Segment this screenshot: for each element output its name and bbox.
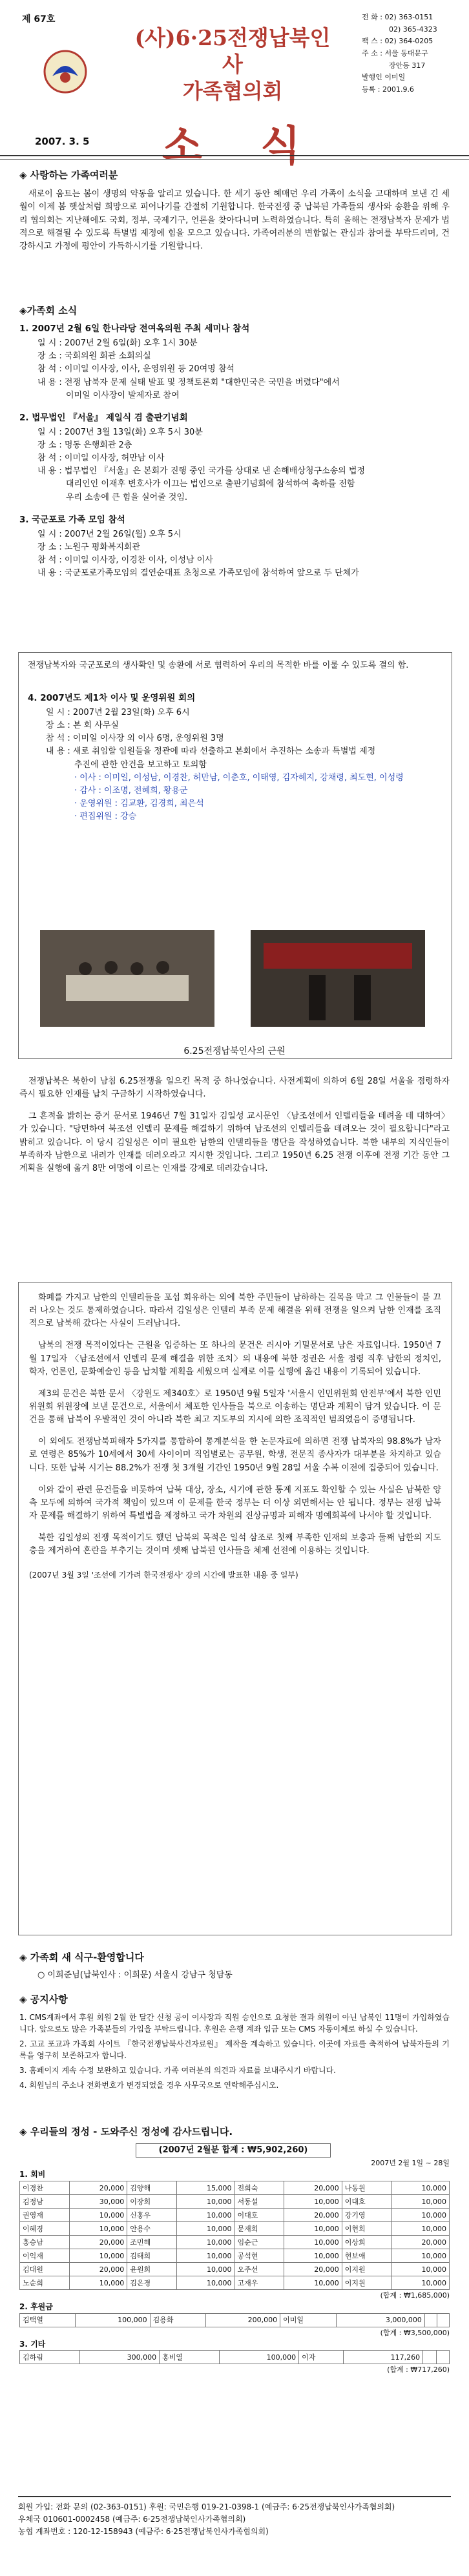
donor-name-cell: 전희숙: [234, 2181, 284, 2195]
donor-name-cell: 홍승남: [20, 2236, 70, 2249]
finance-section-name: 2. 후원금: [19, 2302, 53, 2312]
table-row: [20, 2236, 450, 2249]
newsletter-title: 소 식: [162, 121, 322, 170]
board-line: 일 시 : 2007년 2월 23일(화) 오후 6시: [46, 708, 190, 718]
notice-item: 4. 회원님의 주소나 전화번호가 변경되었을 경우 사무국으로 연락해주십시오.: [19, 2080, 279, 2090]
donor-name-cell: 김하림: [20, 2351, 80, 2364]
board-title: 4. 2007년도 제1차 이사 및 운영위원 회의: [28, 693, 196, 704]
donor-name-cell: 오주선: [234, 2263, 284, 2276]
amount-cell: 20,000: [391, 2236, 449, 2249]
table-row: [20, 2222, 450, 2236]
amount-cell: 117,260: [343, 2351, 422, 2364]
history-paragraph: 이 외에도 전쟁납북피해자 5가지를 통합하여 통계분석을 한 논문자료에 의하면 전쟁 납북자의 98.8%가 남자로 연령은 85%가 10세에서 30세 사이이며 직업별로는 공무원, 학생, 전문직 종사자가 대부분을 차지하고 있습니다. 또한 납북 시기는 88.2%가 전쟁 첫 3개월 기간인 1950년 9월 28일 서울 수복 이전에 집중되어 있습니다.: [29, 1437, 441, 1473]
amount-cell: 10,000: [391, 2263, 449, 2276]
finance-subtotal: (합계 : ₩1,685,000): [380, 2291, 450, 2300]
news-line: 내 용 : 국군포로가족모임의 결연순대표 초청으로 가족모임에 참석하여 앞으로 두 단체가: [37, 568, 359, 578]
amount-cell: 10,000: [391, 2195, 449, 2209]
footer-line: 우체국 010601-0002458 (예금주: 6·25전쟁납북인사가족협의회): [18, 2515, 246, 2524]
donor-name-cell: [424, 2313, 437, 2327]
board-line: 장 소 : 본 회 사무실: [46, 721, 119, 731]
table-row: [20, 2249, 450, 2263]
contact-line: 전 화 : 02) 363-0151: [362, 13, 433, 21]
table-row: [20, 2313, 450, 2327]
news-line: 이미일 이사장이 발제자로 참여: [66, 390, 180, 400]
notice-heading: ◈ 공지사항: [19, 1994, 68, 2006]
amount-cell: 10,000: [177, 2222, 234, 2236]
history-paragraph: 북한 김일성의 전쟁 목적이기도 했던 납북의 목적은 일석 삼조로 첫째 부족한 인재의 보충과 둘째 남한의 지도층을 제거하여 혼란을 부추기는 것이며 셋째 납북된 인사들을 체제 선전에 이용하는 것입니다.: [29, 1533, 441, 1556]
meeting-photo-2: [251, 930, 425, 1027]
finance-section-name: 3. 기타: [19, 2339, 46, 2349]
amount-cell: 100,000: [219, 2351, 298, 2364]
news-line: 일 시 : 2007년 3월 13일(화) 오후 5시 30분: [37, 427, 203, 437]
finance-table-other: [19, 2350, 450, 2364]
amount-cell: [436, 2351, 449, 2364]
donor-name-cell: 이혜경: [20, 2222, 70, 2236]
greeting-body: 새로이 움트는 봄이 생명의 약동을 알리고 있습니다. 한 세기 동안 헤매던 우리 가족이 소식을 고대하며 보낸 긴 세월이 이제 봄 햇살처럼 희망으로 피어나기를 간절히 기원합니다. 한국전쟁 중 납북된 가족들의 생사와 송환을 위해 우리 협의회는 지난해에도 국회, 정부, 국제기구, 언론을 찾아다니며 노력하였습니다. 특히 올해는 전쟁납북자 문제가 법적으로 해결될 수 있도록 특별법 제정에 힘을 모으고 있습니다. 가족여러분의 변함없는 관심과 참여를 부탁드리며, 건강하시고 가정에 평안이 가득하시기를 기원합니다.: [19, 189, 450, 251]
news-line: 참 석 : 이미일 이사장, 허만남 이사: [37, 453, 165, 464]
contact-line: 02) 365-4323: [389, 25, 437, 34]
visit-line: ○ 이희준님(납북인사 : 이희문) 서울시 강남구 청담동: [37, 1970, 233, 1981]
donor-name-cell: 조민혜: [127, 2236, 177, 2249]
amount-cell: 3,000,000: [336, 2313, 424, 2327]
news-continuation: 전쟁납북자와 국군포로의 생사확인 및 송환에 서로 협력하여 우리의 목적한 바를 이룰 수 있도록 결의 함.: [28, 661, 409, 670]
amount-cell: 20,000: [284, 2263, 342, 2276]
news-item-title: 2. 법무법인 『서울』 제일식 겸 출판기념회: [19, 412, 188, 423]
donor-name-cell: 권영재: [20, 2209, 70, 2222]
amount-cell: 10,000: [69, 2249, 127, 2263]
news-line: 장 소 : 명동 은행회관 2층: [37, 440, 132, 450]
table-row: [20, 2195, 450, 2209]
amount-cell: 10,000: [284, 2276, 342, 2290]
donor-name-cell: 이대호: [342, 2195, 391, 2209]
photo-scene-icon: [40, 930, 214, 1027]
donor-name-cell: 고재우: [234, 2276, 284, 2290]
history-paragraph: 그 흔적을 밝히는 증거 문서로 1946년 7월 31일자 김일성 교시문인 〈남조선에서 인텔리들을 데려올 데 대하여〉가 있습니다. "당면하여 북조선 인텔리 문제를 해결하기 위하여 남조선의 인텔리들을 데려오는 것이 필요합니다"라고 밝히고 있습니다. 이 당시 김일성은 이미 필요한 남한의 인텔리들을 명단을 작성하였습니다. 북한 내부의 지식인들이 부족하자 남한으로 내려가 인재를 데려오라고 지시한 것입니다. 그리고 1950년 6.25 전쟁 이후에 전쟁 기간 동안 그 계획을 실행에 옮겨 8만 여명에 이르는 인재를 강제로 데려갔습니다.: [19, 1111, 450, 1173]
amount-cell: 10,000: [391, 2249, 449, 2263]
donor-name-cell: 이대호: [234, 2209, 284, 2222]
donor-name-cell: 이지원: [342, 2263, 391, 2276]
history-section: [19, 1075, 450, 1175]
history-paragraph: 화폐를 가지고 남한의 인텔리들을 포섭 회유하는 외에 북한 주민들이 남하하는 길목을 막고 그 인물들이 불 끄러 나오는 것도 통제하였습니다. 따라서 김일성은 인텔리 부족 문제 해결을 위해 전쟁을 일으켜 남한 인재를 조직적으로 납북해 갔다는 사실이 드러납니다.: [29, 1293, 441, 1329]
finance-section-name: 1. 회비: [19, 2170, 46, 2179]
donor-name-cell: 현보애: [342, 2249, 391, 2263]
amount-cell: 300,000: [79, 2351, 159, 2364]
amount-cell: 200,000: [205, 2313, 280, 2327]
finance-total: (2007년 2월분 합계 : ₩5,902,260): [136, 2143, 331, 2158]
footer-line: 농협 계좌번호 : 120-12-158943 (예금주: 6·25전쟁납북인사가족협의회): [18, 2527, 269, 2537]
table-row: [20, 2263, 450, 2276]
donor-name-cell: 안용수: [127, 2222, 177, 2236]
contact-line: 발행인 이미일: [362, 73, 406, 82]
history-paragraph: 제3의 문건은 북한 문서 〈강원도 제340호〉로 1950년 9월 5일자 '서울시 인민위원회 안전부'에서 북한 인민위원회 위원장에 보낸 문건으로, 서울에서 체포한 인사들을 북으로 이송하는 명단과 계획이 담겨 있습니다. 이 문건을 통해 납북이 우발적인 것이 아니라 북한 최고 지도부의 지시에 의한 조직적인 범죄였음이 증명됩니다.: [29, 1388, 441, 1425]
donor-name-cell: 김양해: [127, 2181, 177, 2195]
amount-cell: 10,000: [391, 2222, 449, 2236]
board-line: 내 용 : 새로 취임할 임원들을 정관에 따라 선출하고 본회에서 추진하는 소송과 특별법 제정: [46, 747, 376, 757]
photo-caption: 6.25전쟁납북인사의 근원: [183, 1046, 286, 1056]
donor-name-cell: 이지원: [342, 2276, 391, 2290]
table-row: [20, 2276, 450, 2290]
amount-cell: 20,000: [69, 2181, 127, 2195]
greeting-heading: ◈ 사랑하는 가족여러분: [19, 169, 118, 181]
donor-name-cell: 강기영: [342, 2209, 391, 2222]
news-line: 참 석 : 이미일 이사장, 이사, 운영위원 등 20여명 참석: [37, 364, 234, 375]
amount-cell: 10,000: [177, 2263, 234, 2276]
org-name-line2: 가족협의회: [182, 78, 283, 103]
history-paragraph: 납북의 전쟁 목적이었다는 근원을 입증하는 또 하나의 문건은 러시아 기밀문서로 남은 자료입니다. 1950년 7월 17일자 〈남조선에서 인텔리 문제 해결을 위한 조치〉의 내용에 북한 정권은 서울 점령 직후 남한의 정치인, 학자, 언론인, 문화예술인 등을 납치할 계획을 세웠으며 실제로 이를 실행에 옮긴 내용이 기록되어 있습니다.: [29, 1341, 441, 1377]
footer: [18, 2496, 451, 2539]
amount-cell: 10,000: [69, 2276, 127, 2290]
header-divider: [0, 155, 469, 160]
footer-line: 회원 가입: 전화 문의 (02-363-0151) 후원: 국민은행 019-21-0398-1 (예금주: 6·25전쟁납북인사가족협의회): [18, 2502, 395, 2511]
amount-cell: 10,000: [177, 2195, 234, 2209]
history-box: [18, 1282, 452, 1935]
emblem-icon: [43, 49, 88, 94]
amount-cell: 20,000: [69, 2263, 127, 2276]
finance-subtotal: (합계 : ₩3,500,000): [380, 2328, 450, 2337]
donor-name-cell: 윤원희: [127, 2263, 177, 2276]
amount-cell: 10,000: [284, 2236, 342, 2249]
issue-number: 제 67호: [22, 14, 56, 25]
news-line: 참 석 : 이미일 이사장, 이경찬 이사, 이성남 이사: [37, 555, 213, 565]
news-line: 내 용 : 전쟁 납북자 문제 실태 발표 및 정책토론회 "대한민국은 국민을 버렸다"에서: [37, 377, 340, 387]
amount-cell: 10,000: [391, 2181, 449, 2195]
amount-cell: 10,000: [391, 2276, 449, 2290]
news-item-title: 1. 2007년 2월 6일 한나라당 전여옥의원 주최 세미나 참석: [19, 324, 250, 335]
history-paragraph: 이와 같이 관련 문건들을 비롯하여 납북 대상, 장소, 시기에 관한 통계 지표도 확인할 수 있는 사실은 남북한 양측 모두에 의하여 국가적 책임이 있으며 이 문제를 한국 정부는 더 이상 외면해서는 안 됩니다. 정부는 전쟁 납북자 문제를 해결하기 위하여 특별법을 제정하고 국가 차원의 진상규명과 피해자 명예회복에 나서야 할 것입니다.: [29, 1485, 441, 1521]
donor-name-cell: 이상희: [342, 2236, 391, 2249]
amount-cell: 10,000: [284, 2195, 342, 2209]
amount-cell: 15,000: [177, 2181, 234, 2195]
board-line: · 이사 : 이미일, 이성남, 이경찬, 허만남, 이춘호, 이태영, 김자헤지, 강채령, 최도현, 이성령: [74, 772, 404, 783]
amount-cell: [437, 2313, 449, 2327]
news-line: 대리인인 이재후 변호사가 이끄는 법인으로 출판기념회에 참석하여 축하를 전함: [66, 479, 355, 489]
amount-cell: 30,000: [69, 2195, 127, 2209]
donor-name-cell: 김정남: [20, 2195, 70, 2209]
donor-name-cell: 김대원: [20, 2263, 70, 2276]
notice-item: 2. 고교 포교과 가족회 사이트 『한국전쟁납북사건자료원』 제작을 계속하고 있습니다. 이곳에 자료를 축적하여 납북자들의 기록을 영구히 보존하고자 합니다.: [19, 2039, 450, 2061]
finance-section: [19, 2125, 450, 2375]
donor-name-cell: 이경찬: [20, 2181, 70, 2195]
notice-item: 3. 홈페이지 계속 수정 보완하고 있습니다. 가족 여러분의 의견과 자료를 보내주시기 바랍니다.: [19, 2066, 336, 2076]
table-row: [20, 2209, 450, 2222]
amount-cell: 10,000: [177, 2249, 234, 2263]
masthead: [0, 0, 469, 170]
news-item-title: 3. 국군포로 가족 모임 참석: [19, 514, 125, 525]
news-line: 내 용 : 법무법인 『서울』은 본회가 진행 중인 국가를 상대로 낸 손해배상청구소송의 법정: [37, 466, 365, 477]
finance-subtotal: (합계 : ₩717,260): [387, 2365, 450, 2375]
finance-table-dues: [19, 2181, 450, 2290]
amount-cell: 10,000: [177, 2276, 234, 2290]
donor-name-cell: 이자: [299, 2351, 344, 2364]
donor-name-cell: 김용화: [150, 2313, 205, 2327]
donor-name-cell: 이장희: [127, 2195, 177, 2209]
amount-cell: 20,000: [284, 2181, 342, 2195]
news-line: 우리 소송에 큰 힘을 실어줄 것임.: [66, 492, 188, 502]
history-paragraph: 전쟁납북은 북한이 남침 6.25전쟁을 일으킨 목적 중 하나였습니다. 사전계획에 의하여 6월 28일 서울을 점령하자 즉시 필요한 인재를 납치 구금하기 시작하였습니다.: [19, 1077, 450, 1100]
news-line: 장 소 : 국회의원 회관 소회의실: [37, 351, 151, 362]
table-row: [20, 2351, 450, 2364]
news-line: 일 시 : 2007년 2월 6일(화) 오후 1시 30분: [37, 338, 198, 349]
donor-name-cell: 김택열: [20, 2313, 76, 2327]
notices-section: [19, 1950, 450, 2091]
news-section: [19, 304, 450, 580]
contact-info: [362, 12, 459, 96]
amount-cell: 10,000: [284, 2222, 342, 2236]
contact-line: 주 소 : 서울 동대문구: [362, 49, 428, 58]
contact-line: 장안동 317: [389, 61, 426, 70]
news-line: 일 시 : 2007년 2월 26일(월) 오후 5시: [37, 529, 182, 539]
meeting-photo-1: [40, 930, 214, 1027]
contact-line: 팩 스 : 02) 364-0205: [362, 37, 433, 46]
table-row: [20, 2181, 450, 2195]
title-block: [129, 12, 336, 170]
donor-name-cell: 서동설: [234, 2195, 284, 2209]
donor-name-cell: 김태희: [127, 2249, 177, 2263]
org-name-line1: (사)6·25전쟁납북인사: [134, 25, 331, 77]
amount-cell: 10,000: [69, 2222, 127, 2236]
finance-period: 2007년 2월 1일 ~ 28일: [371, 2159, 450, 2168]
finance-heading: ◈ 우리들의 정성 - 도와주신 정성에 감사드립니다.: [19, 2126, 233, 2138]
donor-name-cell: 임순근: [234, 2236, 284, 2249]
donor-name-cell: 나동원: [342, 2181, 391, 2195]
donor-name-cell: 문재희: [234, 2222, 284, 2236]
donor-name-cell: 이미일: [280, 2313, 336, 2327]
donor-name-cell: 이익재: [20, 2249, 70, 2263]
donor-name-cell: 홍비열: [160, 2351, 220, 2364]
photo-scene-icon: [251, 930, 425, 1027]
donor-name-cell: [423, 2351, 436, 2364]
amount-cell: 10,000: [391, 2209, 449, 2222]
board-line: · 운영위원 : 김교환, 김경희, 최은석: [74, 799, 204, 809]
donor-name-cell: 신홍우: [127, 2209, 177, 2222]
amount-cell: 10,000: [177, 2209, 234, 2222]
amount-cell: 10,000: [69, 2209, 127, 2222]
publication-date: 2007. 3. 5: [35, 136, 90, 147]
donor-name-cell: 공석현: [234, 2249, 284, 2263]
history-source: (2007년 3월 3일 '조선에 기가려 한국전쟁사' 강의 시간에 발표한 내용 중 일부): [29, 1571, 298, 1580]
amount-cell: 100,000: [76, 2313, 150, 2327]
logo-block: [22, 13, 119, 149]
amount-cell: 20,000: [284, 2209, 342, 2222]
amount-cell: 10,000: [284, 2249, 342, 2263]
board-line: · 감사 : 이조명, 전혜희, 황용군: [74, 785, 188, 796]
amount-cell: 10,000: [177, 2236, 234, 2249]
visit-heading: ◈ 가족회 새 식구-환영합니다: [19, 1952, 144, 1963]
notice-item: 1. CMS계좌에서 후원 회원 2월 한 달간 신청 공이 이사장과 직원 승인으로 요청한 결과 회원이 아닌 납북인 11명이 가입하였습니다. 앞으로도 많은 가족분들의 가입을 부탁드립니다. 후원은 은행 계좌 입금 또는 CMS 자동이체로 하실 수 있습니다.: [19, 2012, 450, 2034]
contact-line: 등록 : 2001.9.6: [362, 85, 414, 94]
amount-cell: 20,000: [69, 2236, 127, 2249]
news-line: 장 소 : 노원구 평화복지회관: [37, 542, 141, 552]
finance-table-donations: [19, 2313, 450, 2327]
donor-name-cell: 이현희: [342, 2222, 391, 2236]
donor-name-cell: 김은경: [127, 2276, 177, 2290]
greeting-section: [19, 168, 450, 253]
donor-name-cell: 노순희: [20, 2276, 70, 2290]
board-line: 추진에 관한 안건을 보고하고 토의함: [74, 759, 207, 770]
board-line: · 편집위원 : 강승: [74, 812, 137, 822]
board-line: 참 석 : 이미일 이사장 외 이사 6명, 운영위원 3명: [46, 734, 224, 744]
news-heading: ◈가족회 소식: [19, 305, 78, 316]
